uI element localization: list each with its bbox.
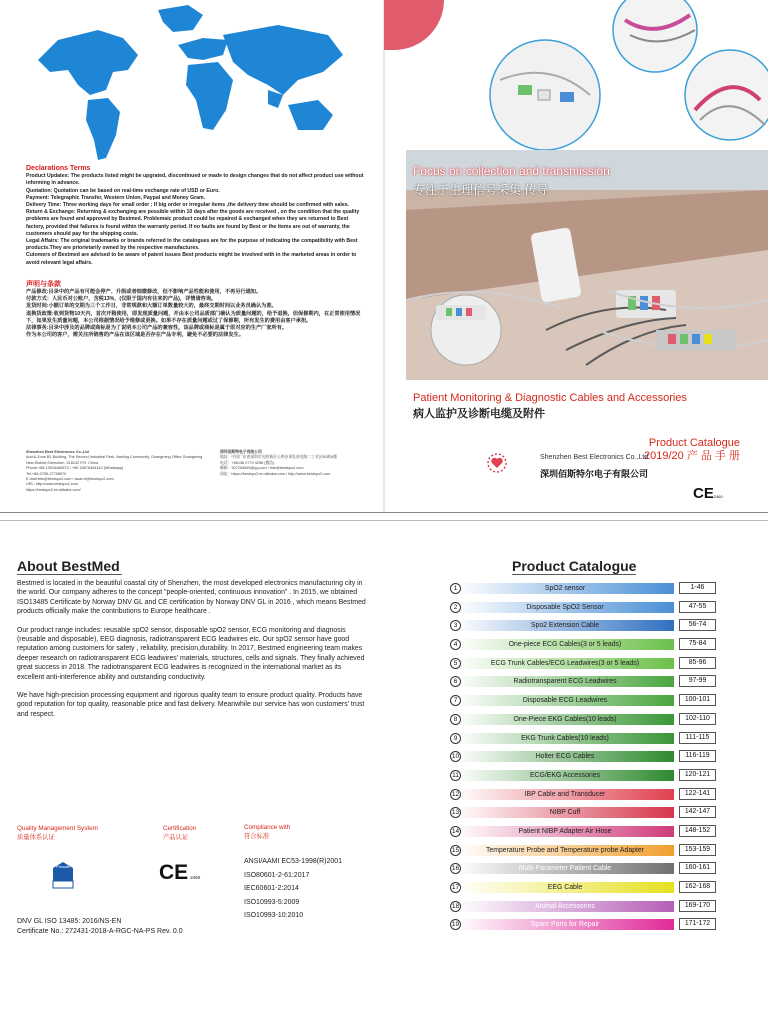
catalogue-row[interactable] [450, 785, 716, 804]
contact-line: Add:6-Zone B1 Building, The Second Industrial Park, Nanling Community, Guangming Office Guangming New District,Shenzhen, 518132 P.R. China [26, 455, 203, 465]
catalogue-row[interactable] [450, 635, 716, 654]
catalogue-item-pages: 162-168 [679, 881, 716, 893]
catalogue-item-label: EKG Trunk Cables(10 leads) [456, 733, 674, 744]
catalogue-title: Product Catalogue [512, 558, 637, 574]
catalogue-item-number: 19 [451, 921, 460, 929]
qms-heading-cn: 质量体系认证 [17, 834, 55, 841]
contact-line: URL: http://www.bestspo2.com [26, 482, 78, 487]
about-body [17, 579, 367, 728]
catalogue-row[interactable] [450, 598, 716, 617]
ce-mark-large-icon [159, 861, 200, 885]
catalogue-row[interactable] [450, 691, 716, 710]
catalogue-item-pages: 153-159 [679, 844, 716, 856]
catalogue-item-label: Spo2 Extension Cable [456, 620, 674, 631]
cover-subtitle-en: Patient Monitoring & Diagnostic Cables and Accessories [413, 392, 687, 404]
declaration-paragraph: Product Updates: The products listed might be upgrated, discontinued or made to design changes that do not affect product use without informing in advance. [26, 173, 364, 187]
declaration-cn-paragraph: 产品修改:目录中的产品有可能会停产、升级或者细微修改，但不影响产品性能和使用，不再另行通知。 [26, 289, 262, 296]
dnv-certificate-number: Certificate No.: 272431-2018-A-RGC-NA-PS Rev. 0.0 [17, 928, 183, 935]
certification-heading-cn: 产品认证 [163, 834, 189, 841]
catalogue-item-pages: 97-99 [679, 675, 716, 687]
catalogue-item-number: 7 [450, 695, 461, 706]
company-name-cn: 深圳佰斯特尔电子有限公司 [540, 469, 649, 479]
fold-divider [383, 0, 385, 512]
about-paragraph: Our product range includes: reusable spO2 sensor, disposable spO2 sensor, ECG monitoring and diagnosis (reusable and disposable), EEG diagnosis, radiotransparent ECG leadwires etc. Our spO2 sensor have good reputation among customers for safety , reliability, precision,durability. In 2017, Bestmed engineering team makes deeper research on radiotransparent ECG leadwires' materials, structures, cells and signals. They finally achieved great success in 2018. The radiotransparent ECG leadwires is recognized in the international market as its excellent anti-interference ability and outstanding conductivity. [17, 626, 365, 681]
contact-line: 邮箱：307294549@qq.com / info@bestspo2.com [220, 466, 304, 471]
declaration-cn-paragraph: 付款方式：人民币对公账户，含税13%，(仅限于国内有往来的产品)，详情请咨询。 [26, 296, 217, 303]
presafe-logo-icon [52, 860, 74, 890]
catalogue-item-pages: 120-121 [679, 769, 716, 781]
catalogue-item-pages: 111-115 [679, 732, 716, 744]
catalogue-item-label: ECG Trunk Cables/ECG Leadwires(3 or 5 leads) [456, 658, 674, 669]
page-separator [0, 512, 768, 520]
catalogue-item-number: 10 [451, 753, 460, 761]
presafe-label: Presafe [56, 864, 70, 869]
catalogue-row[interactable] [450, 915, 716, 934]
catalogue-item-number: 11 [450, 770, 461, 781]
catalogue-item-pages: 148-152 [679, 825, 716, 837]
declaration-paragraph: Delivery Time: Three working days for small order ; If big order or irregular items ,the delivery time should be confirmed with sales. [26, 202, 350, 209]
catalogue-item-pages: 142-147 [679, 806, 716, 818]
company-logo-icon [486, 452, 508, 474]
compliance-heading-cn: 符合标准 [244, 833, 270, 840]
catalogue-item-label: Patient NIBP Adapter Air Hose [456, 826, 674, 837]
contact-line: Shenzhen Best Electronics Co.,Ltd [26, 450, 89, 454]
catalogue-item-number: 13 [451, 809, 460, 817]
catalogue-item-number: 16 [451, 865, 460, 873]
catalogue-row[interactable] [450, 654, 716, 673]
declarations-cn-title: 声明与条款 [26, 280, 61, 288]
cover-tagline-en: Focus on collection and transmission [413, 164, 610, 178]
catalogue-row[interactable] [450, 766, 716, 785]
catalogue-row[interactable] [450, 803, 716, 822]
about-paragraph: We have high-precision processing equipment and rigorous quality team to ensure product quality. Products have good reputation for top quality, reasonable price and fast delivery. Meanwhile our service has won customers' trust and respect. [17, 692, 365, 718]
catalogue-item-label: Animal Accessories [456, 901, 674, 912]
declaration-cn-paragraph: 作为本公司的客户，需关注所销售的产品在该区域是否存在产品专利，避免不必要的法律发生。 [26, 332, 244, 339]
catalogue-item-number: 5 [450, 658, 461, 669]
catalogue-item-label: IBP Cable and Transducer [456, 789, 674, 800]
declaration-paragraph: Legal Affairs: The original trademarks or brands referred in the catalogues are for the purpose of indicating the compatibility with Best products.They are priorietarily owned by the respective manufactures. [26, 238, 358, 252]
ce-number-large: 2460 [190, 875, 201, 880]
catalogue-row[interactable] [450, 616, 716, 635]
standard-item: ANSI/AAMI EC53-1998(R)2001 [244, 858, 343, 865]
catalogue-item-label: Spare Parts for Repair [456, 919, 674, 930]
contact-line: 电话：+86138 2779 4258 (微信) [220, 460, 275, 465]
certification-heading [163, 824, 196, 842]
catalogue-row[interactable] [450, 859, 716, 878]
catalogue-row[interactable] [450, 672, 716, 691]
standards-list [244, 855, 342, 923]
declarations-section [26, 165, 366, 339]
standard-item: ISO10993-5:2009 [244, 898, 300, 906]
red-corner-circle [384, 0, 444, 50]
compliance-heading-en: Compliance with [244, 824, 291, 831]
cable-product-circles [440, 0, 768, 160]
ce-mark-text: CE [693, 485, 714, 502]
catalogue-item-pages: 1-46 [679, 582, 716, 594]
catalogue-item-number: 14 [451, 827, 460, 835]
ce-mark-large-text: CE [159, 861, 189, 884]
catalogue-item-number: 9 [450, 733, 461, 744]
compliance-heading [244, 823, 290, 841]
contact-line: Tel:+86-0755-27758570 [26, 471, 67, 476]
catalogue-item-number: 3 [450, 620, 461, 631]
catalogue-title-text: Product Catalogue [648, 437, 740, 449]
catalogue-item-pages: 160-161 [679, 862, 716, 874]
catalogue-item-pages: 116-119 [679, 750, 716, 762]
catalogue-row[interactable] [450, 579, 716, 598]
catalogue-row[interactable] [450, 841, 716, 860]
declaration-paragraph: Quotation: Quotation can be based on real-time exchange rate of USD or Euro. [26, 187, 220, 194]
catalogue-list [450, 579, 716, 934]
certification-heading-en: Certification [163, 825, 197, 832]
catalogue-item-number: 2 [450, 602, 461, 613]
cover-tagline-cn: 专注于生理信号采集 传导 [413, 183, 549, 197]
dnv-certificate [17, 917, 183, 937]
catalogue-item-number: 18 [451, 902, 460, 910]
catalogue-item-label: Radiotransparent ECG Leadwires [456, 676, 674, 687]
contact-line: E-mail:info@bestspo2.com / swan.li@bestspo2.com [26, 477, 114, 482]
catalogue-item-label: ECG/EKG Accessories [456, 770, 674, 781]
catalogue-item-number: 8 [450, 714, 461, 725]
catalogue-item-label: NIBP Cuff [456, 807, 674, 818]
catalogue-item-label: SpO2 sensor [456, 583, 674, 594]
catalogue-item-number: 1 [450, 583, 461, 594]
catalogue-row[interactable] [450, 822, 716, 841]
catalogue-row[interactable] [450, 897, 716, 916]
about-and-catalogue-page [0, 520, 768, 1024]
standard-item: ISO80601-2-61:2017 [244, 871, 310, 879]
contact-line: Phone:+86 13516469573 / +86 18675404143 (Whatsapp) [26, 466, 124, 471]
contact-line: 网址：https://bestspo2.en.alibaba.com / http://www.bestspo2.com [220, 471, 331, 476]
declaration-cn-paragraph: 发货时间:小额订单的交期为三个工作日，非常规款和大额订单数量较大的，最终交期时间以业务员确认为准。 [26, 303, 277, 310]
qms-heading [17, 824, 98, 842]
catalogue-item-label: Temperature Probe and Temperature probe Adapter [456, 845, 674, 856]
catalogue-item-pages: 169-170 [679, 900, 716, 912]
catalogue-item-pages: 56-74 [679, 619, 716, 631]
world-map-image [28, 0, 358, 165]
catalogue-item-label: Multi-Parameter Patient Cable [456, 863, 674, 874]
catalogue-item-label: One-Piece EKG Cables(10 leads) [456, 714, 674, 725]
cable-collage-image [406, 270, 768, 385]
catalogue-item-number: 15 [451, 846, 460, 854]
standard-item: IEC60601-2:2014 [244, 885, 299, 893]
dnv-line: DNV GL ISO 13485: 2016/NS-EN [17, 918, 122, 925]
declarations-title: Declarations Terms [26, 165, 91, 172]
about-title: About BestMed [17, 558, 120, 574]
catalogue-item-pages: 85-96 [679, 657, 716, 669]
catalogue-item-label: EEG Cable [456, 882, 674, 893]
declaration-paragraph: Payment: Telegraphic Transfer, Western Union, Paypal and Money Gram. [26, 194, 206, 201]
catalogue-row[interactable] [450, 747, 716, 766]
catalogue-row[interactable] [450, 729, 716, 748]
catalogue-item-number: 6 [450, 676, 461, 687]
cover-catalogue-title [644, 437, 740, 463]
catalogue-row[interactable] [450, 878, 716, 897]
catalogue-item-pages: 171-172 [679, 918, 716, 930]
catalogue-item-pages: 100-101 [679, 694, 716, 706]
catalogue-item-pages: 102-110 [679, 713, 716, 725]
declaration-paragraph: Cutomers of Bestmed are advised to be aware of patent issues Best products might be involved with in the marketed areas in order to avoid relevant legal affairs. [26, 252, 357, 266]
standard-item: ISO10993-10:2010 [244, 912, 304, 920]
declaration-paragraph: Return & Exchange: Returning & exchanging are possible within 10 days after the goods are received , on the condition that the quality problems are found and approved by Bestmed. Problemaic product could be repaired & exchanged when they are returned to Best factory, provided that failures is found within the warranty period. If no faults are found by Best or the items are out of warranty, the customers should pay for the shipping costs. [26, 209, 360, 237]
declaration-cn-paragraph: 法律事务:目录中涉及的品牌或商标是为了说明本公司产品的兼容性，该品牌或商标是属于原对应的生产厂家所有。 [26, 325, 288, 332]
catalogue-item-label: Holter ECG Cables [456, 751, 674, 762]
catalogue-item-number: 4 [450, 639, 461, 650]
catalogue-item-label: Disposable ECG Leadwires [456, 695, 674, 706]
catalogue-item-label: One-piece ECG Cables(3 or 5 leads) [456, 639, 674, 650]
catalogue-item-number: 17 [451, 884, 460, 891]
qms-heading-en: Quality Management System [17, 825, 98, 832]
catalogue-item-label: Disposable SpO2 Sensor [456, 602, 674, 613]
catalogue-item-pages: 47-55 [679, 601, 716, 613]
catalogue-item-pages: 122-141 [679, 788, 716, 800]
contact-info-en [26, 450, 206, 493]
contact-line: https://bestspo2.en.alibaba.com/ [26, 487, 81, 492]
catalogue-item-pages: 75-84 [679, 638, 716, 650]
catalogue-row[interactable] [450, 710, 716, 729]
company-name-en: Shenzhen Best Electronics Co.,Ltd [540, 454, 649, 461]
cover-subtitle-cn: 病人监护及诊断电缆及附件 [413, 408, 545, 420]
ce-number: 2460 [713, 494, 723, 499]
contact-line: 深圳佰斯特电子有限公司 [220, 450, 262, 454]
about-paragraph: Bestmed is located in the beautiful coastal city of Shenzhen, the most developed electronics manufacturing city in the world. Our company adheres to the concept "people-oriented, continuous innovation" . In 2015, we obtained ISO13485 Certificate by Norway DNV GL and CE certification by Norway DNV GL in 2016 , which means Bestmed products officially make the contributions to Europe healthcare . [17, 580, 366, 616]
declaration-cn-paragraph: 退换货政策:收到货物10天内，首次开箱使用，即发现质量问题，并由本公司品质部门确认为质量问题的，给予退换，但保修期内，在正常使用情况下，如果发生质量问题，本公司根据情况给予维修或更换。如果不存在质量问题或过了保修期，所有发生的费用由客户承担。 [26, 310, 361, 324]
contact-line: 地址：中国广东省深圳市光明新区公明办事处南光路二工业区B1栋6楼 [220, 455, 337, 460]
catalogue-item-number: 12 [451, 790, 460, 798]
ce-mark-icon [693, 485, 723, 502]
catalogue-year-text: 2019/20 产 品 手 册 [644, 450, 740, 462]
contact-info-cn [220, 450, 375, 477]
